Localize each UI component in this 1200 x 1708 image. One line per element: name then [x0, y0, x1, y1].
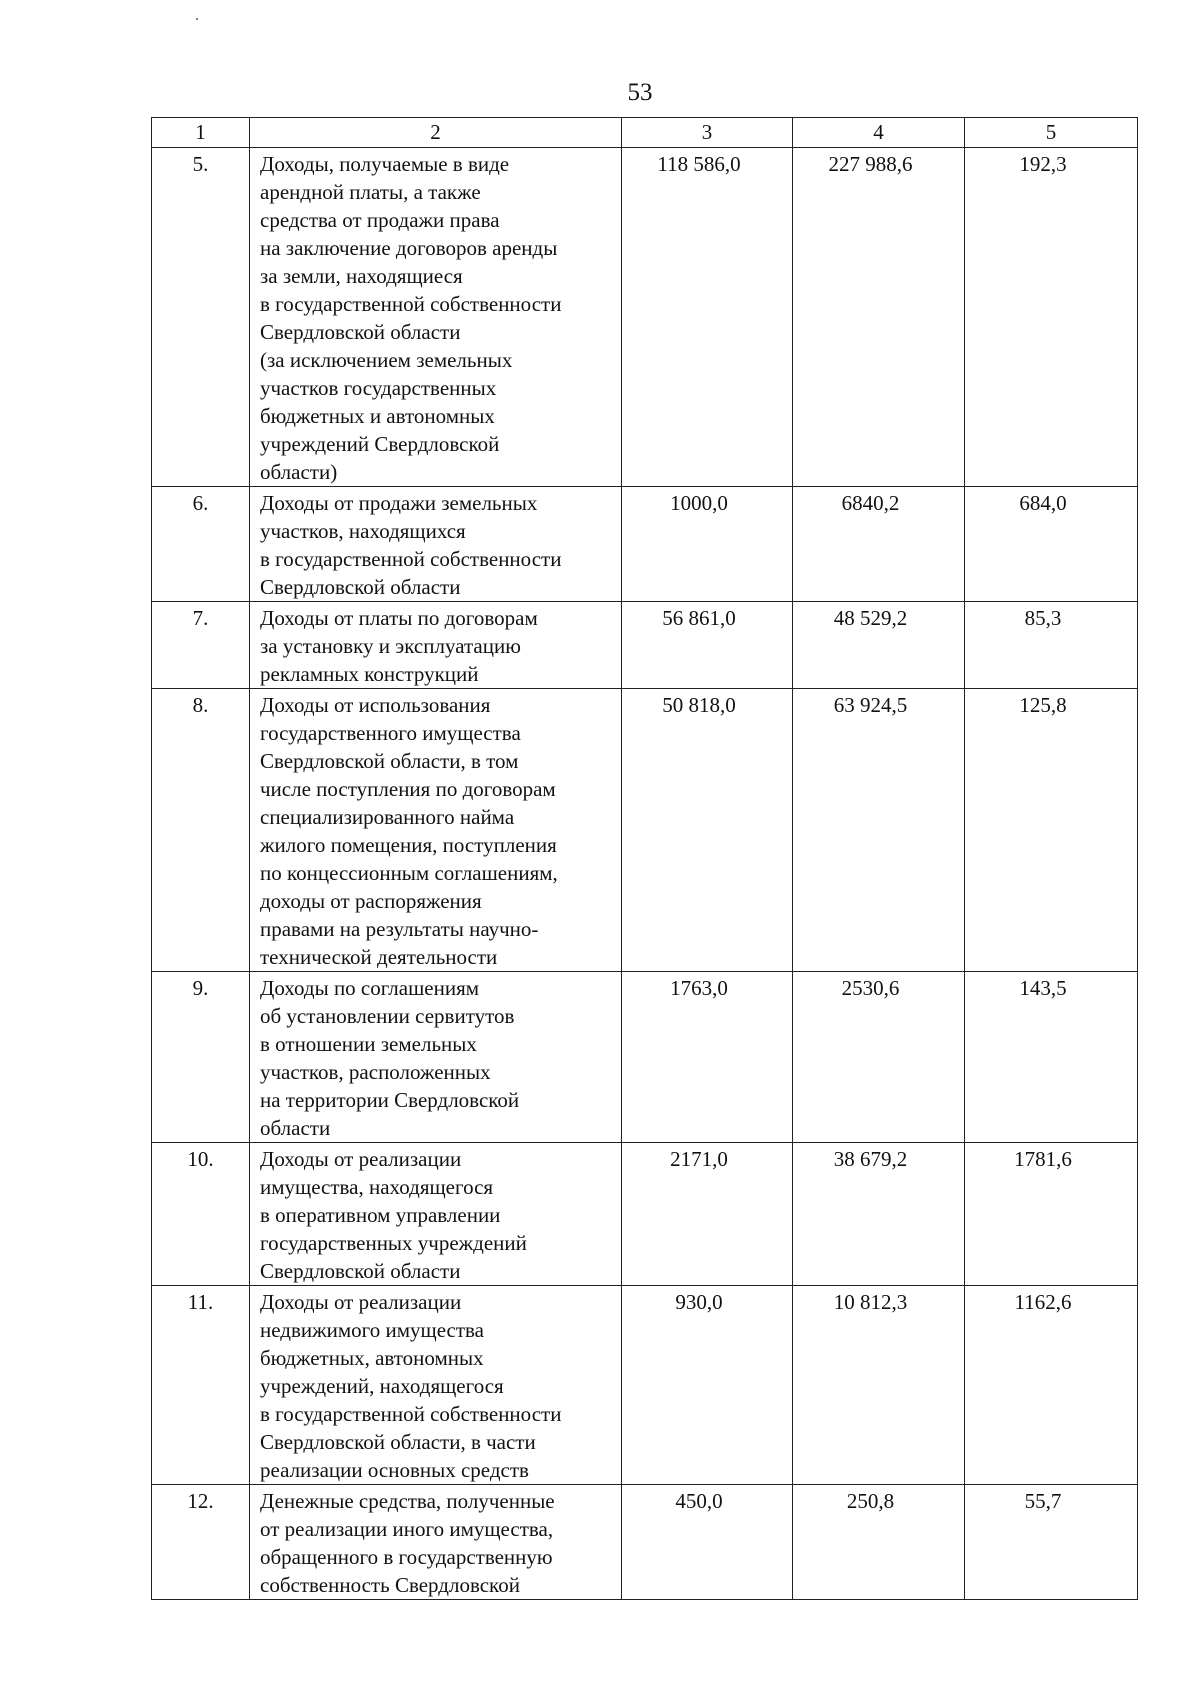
row-value-col5 [965, 602, 1138, 689]
row-value-col4 [793, 972, 965, 1143]
column-header-1: 1 [152, 118, 250, 148]
table-header-row [152, 118, 1138, 148]
description-line: рекламных конструкций [260, 662, 479, 686]
description-line: реализации основных средств [260, 1458, 529, 1482]
row-value-col3 [622, 1286, 793, 1485]
row-description [250, 487, 622, 602]
description-line: от реализации иного имущества, [260, 1517, 554, 1541]
description-line: в оперативном управлении [260, 1203, 501, 1227]
description-line: правами на результаты научно- [260, 917, 539, 941]
row-value-col5 [965, 689, 1138, 972]
description-line: об установлении сервитутов [260, 1004, 515, 1028]
description-line: в государственной собственности [260, 292, 562, 316]
row-value-col3 [622, 689, 793, 972]
description-line: жилого помещения, поступления [260, 833, 557, 857]
description-line: арендной платы, а также [260, 180, 481, 204]
description-line: участков, находящихся [260, 519, 466, 543]
description-line: средства от продажи права [260, 208, 500, 232]
value-text: 125,8 [1019, 693, 1067, 717]
table-row [152, 972, 1138, 1143]
value-text: 684,0 [1019, 491, 1067, 515]
row-value-col5 [965, 1485, 1138, 1600]
table-row [152, 602, 1138, 689]
row-value-col4 [793, 148, 965, 487]
description-line: бюджетных, автономных [260, 1346, 484, 1370]
row-value-col5 [965, 1143, 1138, 1286]
row-number: 11. [152, 1286, 250, 1485]
value-text: 38 679,2 [833, 1147, 908, 1171]
value-text: 10 812,3 [833, 1290, 908, 1314]
row-value-col3 [622, 1143, 793, 1286]
row-description [250, 148, 622, 487]
table-row [152, 487, 1138, 602]
column-header-4: 4 [793, 118, 965, 148]
description-line: Денежные средства, полученные [260, 1489, 555, 1513]
description-line: специализированного найма [260, 805, 515, 829]
description-line: в государственной собственности [260, 1402, 562, 1426]
row-number: 9. [152, 972, 250, 1143]
description-line: Свердловской области [260, 575, 461, 599]
description-line: в государственной собственности [260, 547, 562, 571]
value-text: 227 988,6 [828, 152, 913, 176]
row-number: 8. [152, 689, 250, 972]
description-line: Доходы, получаемые в виде [260, 152, 510, 176]
description-line: обращенного в государственную [260, 1545, 553, 1569]
column-header-3: 3 [622, 118, 793, 148]
description-line: области) [260, 460, 338, 484]
description-line: учреждений Свердловской [260, 432, 500, 456]
description-line: бюджетных и автономных [260, 404, 495, 428]
row-description [250, 1143, 622, 1286]
row-value-col3 [622, 487, 793, 602]
description-line: Доходы от продажи земельных [260, 491, 538, 515]
description-line: Свердловской области, в части [260, 1430, 536, 1454]
row-number: 10. [152, 1143, 250, 1286]
description-line: Доходы по соглашениям [260, 976, 480, 1000]
row-description [250, 1286, 622, 1485]
value-text: 56 861,0 [662, 606, 736, 630]
income-table [151, 117, 1138, 1600]
description-line: Свердловской области [260, 1259, 461, 1283]
row-value-col3 [622, 148, 793, 487]
value-text: 48 529,2 [833, 606, 908, 630]
value-text: 2530,6 [841, 976, 900, 1000]
description-line: технической деятельности [260, 945, 498, 969]
table-row [152, 148, 1138, 487]
description-line: государственного имущества [260, 721, 521, 745]
column-header-2: 2 [250, 118, 622, 148]
value-text: 118 586,0 [657, 152, 741, 176]
value-text: 192,3 [1019, 152, 1067, 176]
description-line: за земли, находящиеся [260, 264, 463, 288]
row-number: 12. [152, 1485, 250, 1600]
description-line: учреждений, находящегося [260, 1374, 504, 1398]
row-value-col5 [965, 148, 1138, 487]
scan-speck [196, 18, 198, 20]
column-header-5: 5 [965, 118, 1138, 148]
description-line: Доходы от реализации [260, 1147, 462, 1171]
row-value-col4 [793, 602, 965, 689]
table-row [152, 1286, 1138, 1485]
description-line: Доходы от использования [260, 693, 491, 717]
value-text: 930,0 [675, 1290, 723, 1314]
description-line: государственных учреждений [260, 1231, 527, 1255]
value-text: 50 818,0 [662, 693, 736, 717]
row-value-col5 [965, 972, 1138, 1143]
row-description [250, 1485, 622, 1600]
row-value-col3 [622, 1485, 793, 1600]
row-value-col4 [793, 1143, 965, 1286]
table-row [152, 1485, 1138, 1600]
value-text: 2171,0 [670, 1147, 728, 1171]
value-text: 6840,2 [841, 491, 900, 515]
row-value-col4 [793, 1286, 965, 1485]
description-line: доходы от распоряжения [260, 889, 482, 913]
value-text: 1781,6 [1014, 1147, 1072, 1171]
description-line: участков, расположенных [260, 1060, 491, 1084]
value-text: 1162,6 [1014, 1290, 1072, 1314]
row-value-col4 [793, 689, 965, 972]
description-line: за установку и эксплуатацию [260, 634, 521, 658]
row-description [250, 972, 622, 1143]
description-line: (за исключением земельных [260, 348, 513, 372]
description-line: Свердловской области, в том [260, 749, 519, 773]
value-text: 55,7 [1024, 1489, 1062, 1513]
row-description [250, 602, 622, 689]
row-number: 7. [152, 602, 250, 689]
value-text: 1000,0 [670, 491, 728, 515]
row-description [250, 689, 622, 972]
row-number: 6. [152, 487, 250, 602]
description-line: на заключение договоров аренды [260, 236, 558, 260]
value-text: 450,0 [675, 1489, 723, 1513]
row-value-col5 [965, 1286, 1138, 1485]
row-value-col5 [965, 487, 1138, 602]
row-value-col3 [622, 972, 793, 1143]
description-line: участков государственных [260, 376, 497, 400]
description-line: Свердловской области [260, 320, 461, 344]
description-line: собственность Свердловской [260, 1573, 520, 1597]
description-line: Доходы от платы по договорам [260, 606, 538, 630]
description-line: в отношении земельных [260, 1032, 477, 1056]
description-line: числе поступления по договорам [260, 777, 556, 801]
row-value-col4 [793, 1485, 965, 1600]
description-line: по концессионным соглашениям, [260, 861, 558, 885]
value-text: 250,8 [846, 1489, 895, 1513]
value-text: 85,3 [1024, 606, 1062, 630]
row-value-col4 [793, 487, 965, 602]
value-text: 63 924,5 [833, 693, 908, 717]
description-line: Доходы от реализации [260, 1290, 462, 1314]
page-number: 53 [627, 79, 653, 106]
description-line: недвижимого имущества [260, 1318, 484, 1342]
description-line: имущества, находящегося [260, 1175, 494, 1199]
row-number: 5. [152, 148, 250, 487]
table-row [152, 689, 1138, 972]
description-line: области [260, 1116, 331, 1140]
description-line: на территории Свердловской [260, 1088, 520, 1112]
table-row [152, 1143, 1138, 1286]
row-value-col3 [622, 602, 793, 689]
value-text: 1763,0 [670, 976, 728, 1000]
value-text: 143,5 [1019, 976, 1067, 1000]
